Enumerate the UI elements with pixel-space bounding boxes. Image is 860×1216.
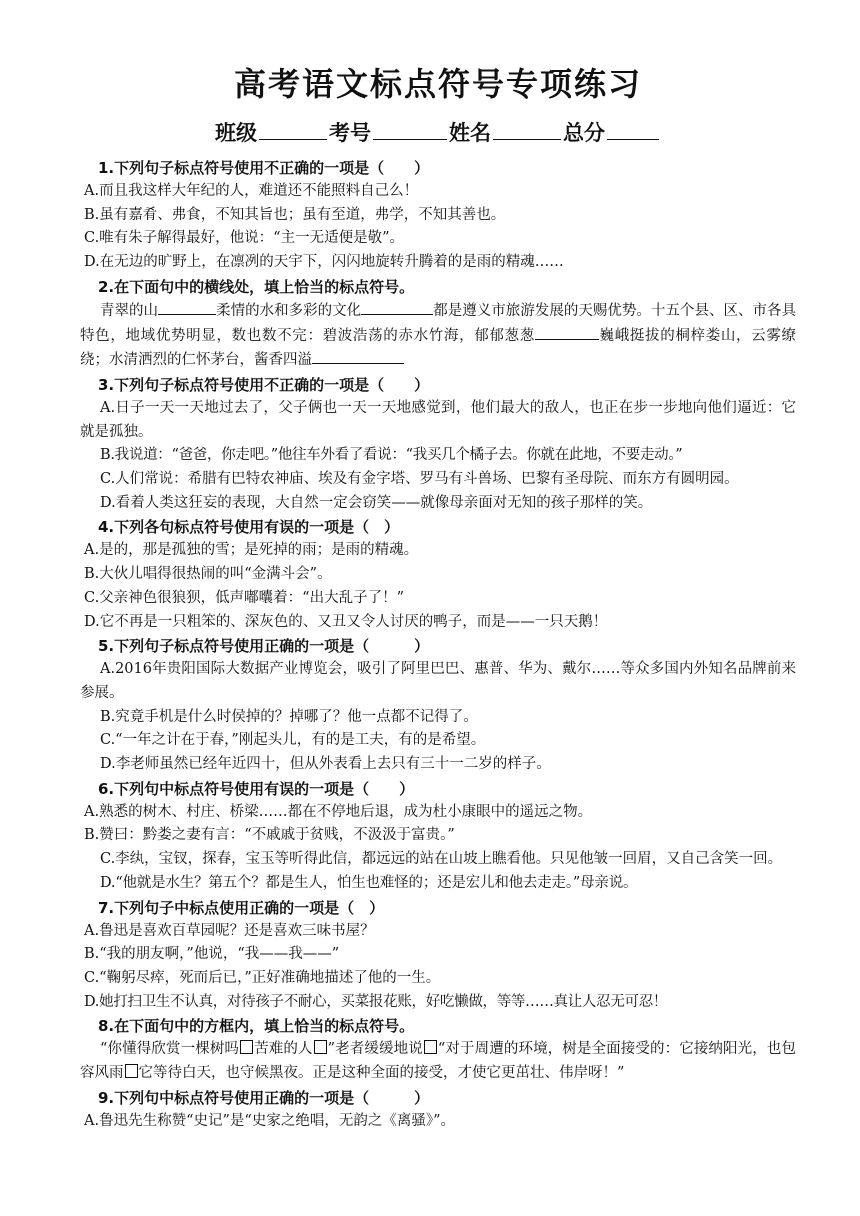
question-3 (80, 373, 796, 516)
passage-text: 它等待白天，也守候黑夜。正是这种全面的接受，才使它更茁壮、伟岸呀！” (138, 1065, 625, 1082)
option-c: C.李纨，宝钗，探春，宝玉等听得此信，都远远的站在山坡上瞧看他。只见他皱一回眉，又自己含笑一回。 (100, 851, 783, 868)
class-label: 班级 (215, 121, 257, 145)
option-a: A.而且我这样大年纪的人，难道还不能照料自己么！ (84, 183, 419, 199)
question-stem: 4.下列各句标点符号使用有误的一项是（ ） (98, 518, 400, 537)
option-b: B.究竟手机是什么时侯掉的？掉哪了？他一点都不记得了。 (100, 708, 478, 725)
question-stem: 8.在下面句中的方框内，填上恰当的标点符号。 (98, 1017, 415, 1036)
option-c: C.父亲神色很狼狈，低声嘟囔着：“出大乱子了！” (84, 589, 405, 606)
answer-blank[interactable] (361, 299, 433, 315)
option-b: B.赞曰：黔娄之妻有言：“不戚戚于贫贱，不汲汲于富贵。” (84, 827, 455, 844)
question-7 (80, 896, 796, 1015)
option-a: A.熟悉的树木、村庄、桥梁……都在不停地后退，成为杜小康眼中的遥远之物。 (84, 803, 593, 820)
option-a: A.日子一天一天地过去了，父子俩也一天一天地感觉到，他们最大的敌人，也正在步一步地向他们逼近：它就是孤独。 (80, 399, 796, 440)
name-blank[interactable] (493, 119, 561, 140)
question-stem: 3.下列句子标点符号使用不正确的一项是（ ） (98, 375, 430, 394)
question-stem: 1.下列句子标点符号使用不正确的一项是（ ） (98, 159, 430, 177)
option-c: C.“鞠躬尽瘁，死而后已，”正好准确地描述了他的一生。 (84, 969, 441, 986)
exam-no-blank[interactable] (373, 119, 447, 140)
option-a: A.2016年贵阳国际大数据产业博览会，吸引了阿里巴巴、惠普、华为、戴尔……等众多国内外知名品牌前来参展。 (80, 661, 796, 701)
question-stem: 5.下列句子标点符号使用正确的一项是（ ） (98, 637, 430, 656)
exam-no-label: 考号 (329, 121, 371, 145)
passage-text: “对于周遭的环境，树是全面接受的：它接纳阳光，也包容风雨 (80, 1041, 797, 1082)
question-stem: 6.下列句中标点符号使用有误的一项是（ ） (98, 779, 415, 798)
answer-blank[interactable] (535, 324, 599, 340)
answer-blank[interactable] (158, 299, 216, 315)
fill-box-passage (80, 1038, 796, 1085)
class-blank[interactable] (259, 119, 327, 140)
option-b: B.我说道：“爸爸，你走吧。”他往车外看了看说：“我买几个橘子去。你就在此地，不要走动。” (100, 447, 683, 464)
option-a: A.是的，那是孤独的雪；是死掉的雨；是雨的精魂。 (84, 542, 419, 559)
score-label: 总分 (563, 121, 605, 145)
question-8 (80, 1014, 796, 1085)
option-d: D.李老师虽然已经年近四十，但从外表看上去只有三十一二岁的样子。 (100, 756, 551, 773)
option-b: B.大伙儿唱得很热闹的叫“金满斗会”。 (84, 566, 332, 583)
option-a: A.鲁迅先生称赞“史记”是“史家之绝唱，无韵之《离骚》”。 (84, 1112, 455, 1129)
option-d: D.看着人类这狂妄的表现，大自然一定会窃笑——就像母亲面对无知的孩子那样的笑。 (100, 494, 653, 511)
fill-blank-passage (80, 299, 796, 373)
score-blank[interactable] (607, 119, 659, 140)
option-c: C.人们常说：希腊有巴特农神庙、埃及有金字塔、罗马有斗兽场、巴黎有圣母院、而东方有圆明园。 (100, 471, 739, 488)
question-stem: 7.下列句子中标点使用正确的一项是（ ） (98, 898, 385, 917)
question-stem: 2.在下面句中的横线处，填上恰当的标点符号。 (98, 277, 415, 296)
option-d: D.在无边的旷野上，在凛冽的天宇下，闪闪地旋转升腾着的是雨的精魂…… (84, 254, 564, 271)
question-stem: 9.下列句中标点符号使用正确的一项是（ ） (98, 1088, 430, 1107)
question-2 (80, 275, 796, 373)
option-c: C.“一年之计在于春，”刚起头儿，有的是工夫，有的是希望。 (100, 732, 486, 749)
option-b: B.虽有嘉肴、弗食，不知其旨也；虽有至道，弗学，不知其善也。 (84, 206, 506, 223)
student-info-line (80, 118, 796, 148)
question-9 (80, 1086, 796, 1134)
question-6 (80, 777, 796, 896)
passage-text: 都是遵义市旅游发展的天赐优势。十五个县、区、市各具特色，地域优势明显，数也数不完：碧波浩荡的赤水竹海，郁郁葱葱 (80, 302, 797, 344)
passage-text: 柔情的水和多彩的文化 (216, 302, 362, 319)
option-d: D.“他就是水生？第五个？都是生人，怕生也难怪的；还是宏儿和他去走走。”母亲说。 (100, 874, 638, 891)
passage-text: 巍峨挺拔的桐梓娄山，云雾缭绕；水清洒烈的仁怀茅台，酱香四溢 (80, 327, 797, 369)
option-c: C.唯有朱子解得最好，他说：“主一无适便是敬”。 (84, 230, 405, 247)
answer-box[interactable] (314, 1040, 327, 1054)
option-a: A.鲁迅是喜欢百草园呢？还是喜欢三味书屋？ (84, 922, 375, 939)
passage-text: ”老者缓缓地说 (327, 1041, 423, 1058)
passage-text: 苦难的人 (254, 1041, 313, 1058)
answer-box[interactable] (240, 1040, 253, 1054)
passage-text: 青翠的山 (100, 302, 159, 319)
answer-blank[interactable] (312, 348, 404, 364)
answer-box[interactable] (125, 1064, 138, 1078)
option-b: B.“我的朋友啊，”他说，“我——我——” (84, 946, 340, 963)
question-4 (80, 515, 796, 634)
passage-text: “你懂得欣赏一棵树吗 (100, 1041, 240, 1058)
page-title: 高考语文标点符号专项练习 (233, 65, 642, 103)
question-5 (80, 634, 796, 777)
answer-box[interactable] (424, 1040, 437, 1054)
name-label: 姓名 (449, 121, 491, 145)
option-d: D.它不再是一只粗笨的、深灰色的、又丑又令人讨厌的鸭子，而是——一只天鹅！ (84, 613, 608, 630)
option-d: D.她打扫卫生不认真，对待孩子不耐心，买菜报花账，好吃懒做，等等……真让人忍无可忍！ (84, 993, 668, 1010)
question-1 (80, 156, 796, 275)
